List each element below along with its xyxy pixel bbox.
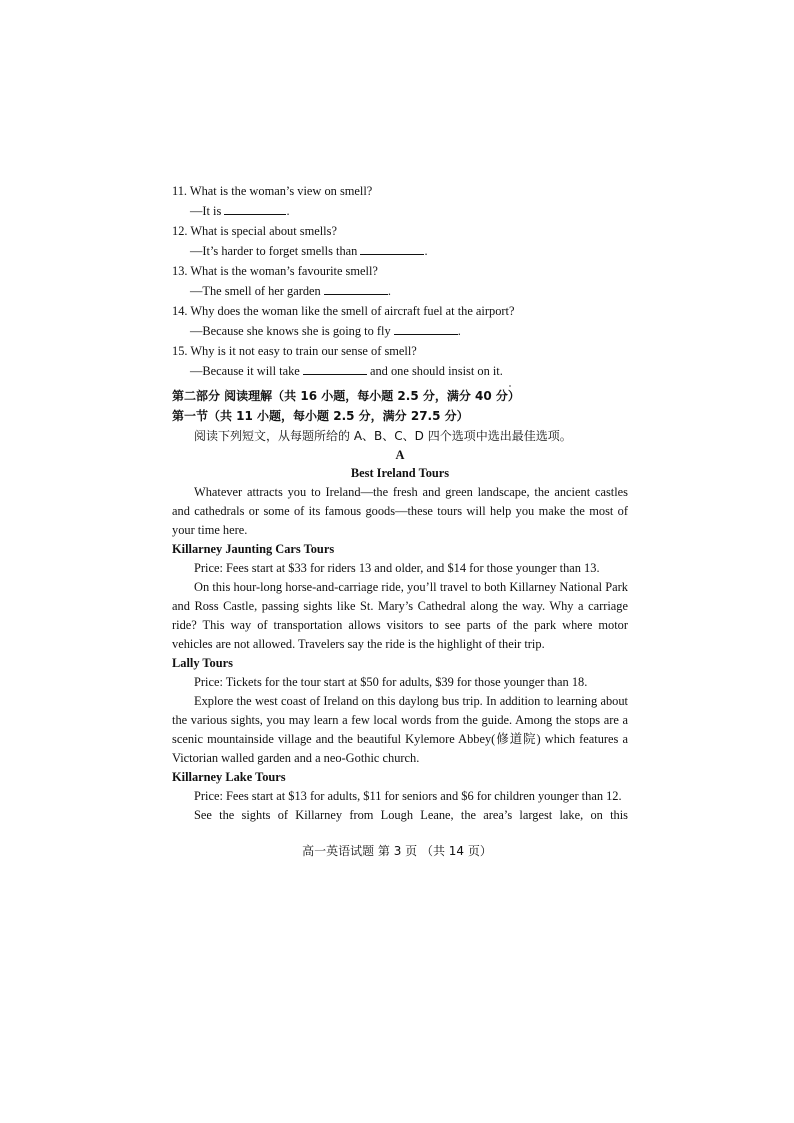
page-footer: 高一英语试题 第 3 页 （共 14 页） [302, 844, 492, 858]
answer-15: —Because it will take and one should insist on it. [190, 364, 503, 378]
listening-questions [172, 181, 628, 381]
question-14: 14. Why does the woman like the smell of aircraft fuel at the airport? [172, 304, 515, 318]
answer-blank[interactable] [324, 282, 388, 295]
tour-name: Lally Tours [172, 656, 233, 670]
tour-description: Explore the west coast of Ireland on this daylong bus trip. In addition to learning about the various sights, you may learn a few local words from the guide. Among the stops are a scenic mountainside village and the beautiful Kylemore Abbey(修道院) which features a Victorian walled garden and a neo-Gothic church. [172, 694, 628, 765]
page-content [172, 181, 628, 825]
tour-price: Price: Tickets for the tour start at $50 for adults, $39 for those younger than 18. [194, 675, 588, 689]
question-13: 13. What is the woman’s favourite smell? [172, 264, 378, 278]
section-title: 第一节（共 11 小题，每小题 2.5 分，满分 27.5 分） [172, 409, 469, 423]
part-title: 第二部分 阅读理解（共 16 小题，每小题 2.5 分，满分 40 分） [172, 389, 520, 403]
answer-blank[interactable] [303, 362, 367, 375]
passage-letter: A [395, 448, 405, 462]
answer-12: —It’s harder to forget smells than . [190, 244, 428, 258]
tour-name: Killarney Jaunting Cars Tours [172, 542, 335, 556]
tour-price: Price: Fees start at $13 for adults, $11 for seniors and $6 for children younger than 12. [194, 789, 622, 803]
answer-blank[interactable] [224, 202, 286, 215]
passage-intro: Whatever attracts you to Ireland—the fresh and green landscape, the ancient castles and cathedrals or some of its famous goods—these tours will help you make the most of your time here. [172, 485, 628, 537]
passage-title: Best Ireland Tours [350, 466, 450, 480]
question-15: 15. Why is it not easy to train our sense of smell? [172, 344, 417, 358]
tour-name: Killarney Lake Tours [172, 770, 286, 784]
answer-blank[interactable] [394, 322, 458, 335]
question-11: 11. What is the woman’s view on smell? [172, 184, 373, 198]
tour-description: See the sights of Killarney from Lough Leane, the area’s largest lake, on this [194, 808, 628, 822]
answer-blank[interactable] [360, 242, 424, 255]
answer-14: —Because she knows she is going to fly . [190, 324, 461, 338]
answer-11: —It is . [190, 204, 290, 218]
answer-13: —The smell of her garden . [190, 284, 391, 298]
tour-price: Price: Fees start at $33 for riders 13 and older, and $14 for those younger than 13. [194, 561, 600, 575]
tour-description: On this hour-long horse-and-carriage ride, you’ll travel to both Killarney National Park and Ross Castle, passing sights like St. Mary’s Cathedral along the way. Why a carriage ride? This way of transportation allows visitors to see parts of the park where motor vehicles are not allowed. Travelers say the ride is the highlight of their trip. [172, 580, 628, 651]
scan-speck [509, 385, 511, 387]
instruction: 阅读下列短文，从每题所给的 A、B、C、D 四个选项中选出最佳选项。 [194, 429, 572, 443]
question-12: 12. What is special about smells? [172, 224, 337, 238]
